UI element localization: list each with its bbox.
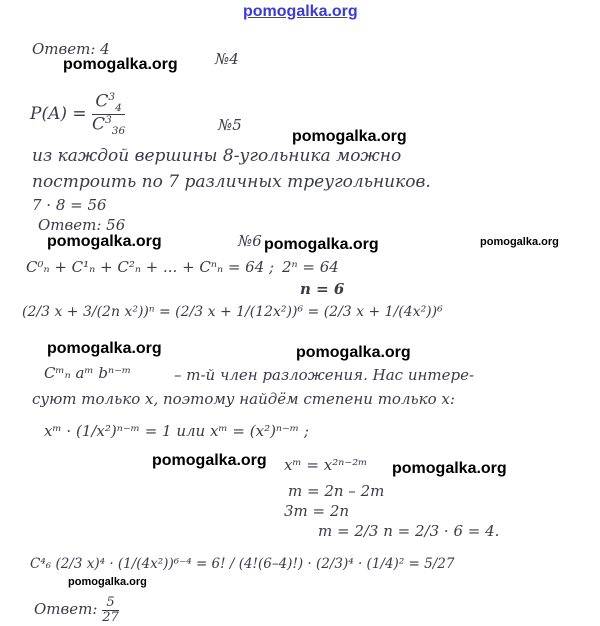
answer-5: Ответ: 56 (38, 216, 126, 234)
problem-number-5: №5 (218, 116, 242, 134)
answer-4: Ответ: 4 (32, 40, 110, 58)
watermark: pomogalka.org (68, 576, 147, 588)
power-equation: 2ⁿ = 64 (282, 258, 339, 276)
answer-6-numerator: 5 (102, 596, 119, 611)
m-equation-3: m = 2/3 n = 2/3 · 6 = 4. (318, 522, 500, 540)
answer-6-label: Ответ: (34, 600, 98, 619)
prob-num-sub: 4 (115, 102, 122, 115)
problem-number-6: №6 (238, 232, 262, 250)
solution-5-line-1: из каждой вершины 8-угольника можно (32, 146, 402, 166)
watermark: pomogalka.org (63, 56, 178, 73)
final-expression: C⁴₆ (2/3 x)⁴ · (1/(4x²))⁶⁻⁴ = 6! / (4!(6–4)!) · (2/3)⁴ · (1/4)² = 5/27 (30, 556, 455, 572)
exponent-equation: xᵐ · (1/x²)ⁿ⁻ᵐ = 1 или xᵐ = (x²)ⁿ⁻ᵐ ; (44, 422, 309, 440)
solution-5-line-2: построить по 7 различных треугольников. (32, 172, 431, 192)
m-equation-2: 3m = 2n (284, 502, 350, 520)
solution-6-continuation: суют только x, поэтому найдём степени только x: (32, 390, 455, 408)
prob-den: C (92, 114, 106, 135)
watermark: pomogalka.org (152, 452, 267, 469)
calculation-5: 7 · 8 = 56 (32, 196, 107, 214)
watermark: pomogalka.org (264, 236, 379, 253)
watermark: pomogalka.org (47, 233, 162, 250)
problem-number-4: №4 (215, 50, 239, 68)
watermark: pomogalka.org (47, 340, 162, 357)
binomial-expression: (2/3 x + 3/(2n x²))ⁿ = (2/3 x + 1/(12x²))⁶ = (2/3 x + 1/(4x²))⁶ (22, 304, 443, 320)
exponent-simplified: xᵐ = x²ⁿ⁻²ᵐ (284, 456, 368, 474)
answer-6-fraction (102, 596, 119, 624)
watermark: pomogalka.org (392, 460, 507, 477)
prob-num-sup: 3 (108, 91, 116, 103)
watermark: pomogalka.org (480, 236, 559, 248)
n-value: n = 6 (300, 280, 345, 298)
general-term-expression: Cᵐₙ aᵐ bⁿ⁻ᵐ (44, 364, 132, 382)
m-equation-1: m = 2n – 2m (288, 482, 385, 500)
binomial-sum-equation: C⁰ₙ + C¹ₙ + C²ₙ + ... + Cⁿₙ = 64 ; (26, 258, 275, 276)
probability-lhs: P(A) = (30, 104, 87, 125)
header-watermark[interactable]: pomogalka.org (243, 3, 358, 20)
prob-den-sup: 3 (105, 114, 112, 127)
probability-formula (30, 92, 125, 137)
watermark: pomogalka.org (296, 344, 411, 361)
prob-den-sub: 36 (111, 125, 126, 138)
answer-6-denominator: 27 (102, 609, 119, 625)
answer-6 (34, 596, 119, 624)
watermark: pomogalka.org (292, 128, 407, 145)
general-term-description: – m-й член разложения. Нас интере- (174, 366, 475, 384)
probability-fraction (92, 92, 125, 137)
prob-num: C (95, 91, 109, 112)
